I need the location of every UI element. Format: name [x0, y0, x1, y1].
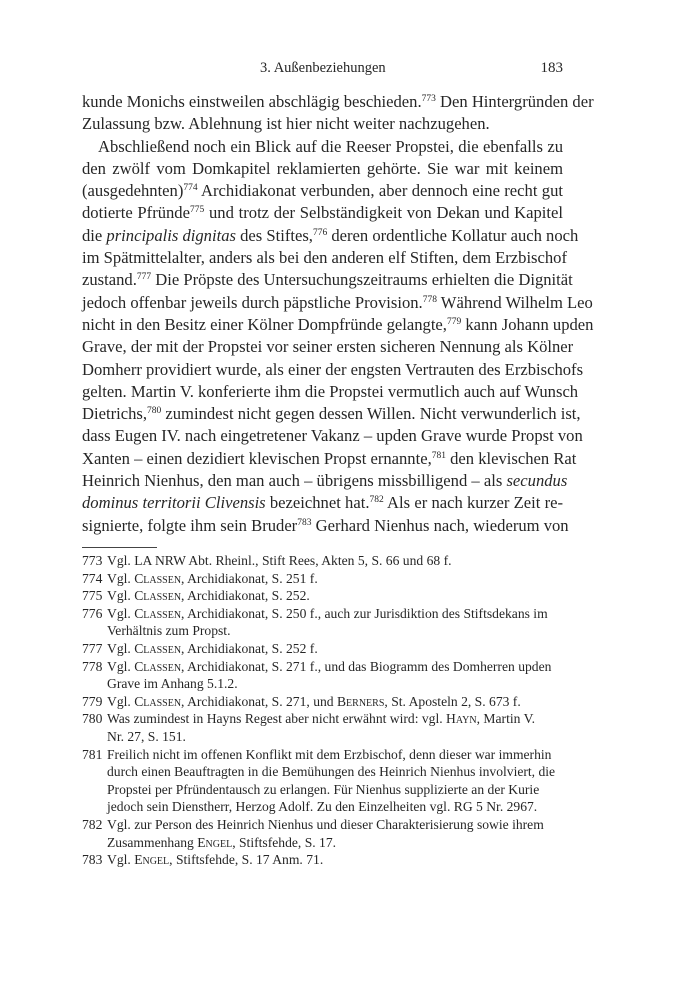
footnote-reference: 773	[421, 94, 436, 104]
text-run: Nr. 27, S. 151.	[107, 728, 186, 744]
text-run: jedoch offenbar jeweils durch päpstliche Provision.	[82, 292, 423, 312]
footnote	[82, 816, 563, 851]
footnote-line	[107, 622, 563, 640]
text-run: Archidiakonat verbunden, aber dennoch eine recht gut	[197, 181, 563, 201]
footnote-number: 777	[82, 640, 103, 656]
text-line	[82, 425, 583, 447]
text-run: zustand.	[82, 270, 137, 290]
italic-text: secundus	[506, 471, 568, 491]
footnote-separator-rule	[82, 547, 157, 548]
footnote-line	[107, 675, 563, 693]
text-line	[82, 180, 563, 202]
italic-text: principalis dignitas	[106, 225, 236, 245]
author-name: Engel	[197, 834, 233, 850]
footnote	[82, 552, 563, 570]
text-run: Propstei per Pfründentausch zu erlangen. Für Nienhus supplizierte an der Kurie	[107, 781, 540, 797]
text-line	[82, 202, 563, 224]
text-run: deren ordentliche Kollatur auch noch	[327, 225, 579, 245]
text-run: Zusammenhang	[107, 834, 198, 850]
footnote-line	[107, 587, 563, 605]
running-head	[82, 60, 563, 80]
text-line	[82, 247, 568, 269]
footnote-line	[107, 710, 563, 728]
text-run: , Stiftsfehde, S. 17 Anm. 71.	[169, 852, 324, 868]
text-run: und trotz der Selbständigkeit von Dekan und Kapitel	[204, 203, 564, 223]
text-run: jedoch sein Dienstherr, Herzog Adolf. Zu den Einzelheiten vgl. RG 5 Nr. 2967.	[107, 799, 538, 815]
footnote	[82, 587, 563, 605]
footnote-line	[107, 552, 563, 570]
text-line	[82, 403, 581, 425]
author-name: Hayn	[446, 711, 477, 727]
footnote-number: 775	[82, 588, 103, 604]
footnote-number: 778	[82, 658, 103, 674]
text-line	[82, 292, 593, 314]
text-run: Den Hintergründen der	[435, 92, 594, 111]
text-run: (ausgedehnten)	[82, 181, 184, 201]
text-run: Als er nach kurzer Zeit re-	[383, 493, 563, 513]
text-line	[82, 91, 594, 113]
text-line	[82, 470, 568, 492]
text-run: Xanten – einen dezidiert klevischen Propst ernannte,	[82, 448, 432, 468]
text-run: , Archidiakonat, S. 250 f., auch zur Jurisdiktion des Stiftsdekans im	[181, 605, 548, 621]
footnote-reference: 780	[146, 406, 162, 417]
text-run: durch einen Beauftragten in die Bemühungen des Heinrich Nienhus involviert, die	[107, 764, 556, 780]
footnote-number: 776	[82, 605, 103, 621]
footnote-line	[107, 746, 563, 764]
author-name: Classen	[134, 693, 182, 709]
footnote-reference: 782	[369, 495, 384, 506]
text-run: Heinrich Nienhus, den man auch – übrigens missbilligend – als	[82, 471, 507, 491]
footnotes	[82, 552, 563, 869]
text-run: kann Johann upden	[461, 314, 594, 334]
text-run: Was zumindest in Hayns Regest aber nicht erwähnt wird: vgl.	[107, 711, 447, 727]
footnote-number: 781	[82, 746, 103, 762]
text-run: , Archidiakonat, S. 251 f.	[181, 570, 318, 586]
footnote-line	[107, 658, 563, 676]
text-run: Dietrichs,	[82, 404, 147, 424]
footnote-line	[107, 728, 563, 746]
running-title: 3. Außenbeziehungen	[260, 60, 386, 76]
text-run: Zulassung bzw. Ablehnung ist hier nicht weiter nachzugehen.	[82, 114, 490, 134]
text-run: des Stiftes,	[235, 225, 313, 245]
text-run: Vgl. LA NRW Abt. Rheinl., Stift Rees, Akten 5, S. 66 und 68 f.	[107, 553, 452, 568]
footnote-reference: 775	[189, 205, 205, 216]
text-run: gelten. Martin V. konferierte ihm die Propstei vermutlich auch auf Wunsch	[82, 381, 579, 401]
text-line	[82, 448, 577, 470]
text-line	[82, 515, 569, 537]
author-name: Berners	[336, 693, 385, 709]
text-run: , Archidiakonat, S. 271 f., und das Biogramm des Domherren upden	[181, 658, 552, 674]
footnote-line	[107, 605, 563, 623]
text-run: signierte, folgte ihm sein Bruder	[82, 515, 298, 535]
text-line	[82, 158, 563, 180]
text-line	[82, 113, 563, 135]
text-run: den klevischen Rat	[445, 448, 577, 468]
text-run: Während Wilhelm Leo	[436, 292, 593, 312]
footnote-reference: 781	[431, 450, 446, 461]
page-number: 183	[540, 60, 563, 76]
footnote-line	[107, 693, 563, 711]
text-line	[82, 492, 563, 514]
footnote-reference: 774	[183, 183, 198, 194]
author-name: Engel	[134, 852, 170, 868]
author-name: Classen	[134, 570, 182, 586]
text-run: Domherr providiert wurde, als einer der engsten Vertrauten des Erzbischofs	[82, 359, 584, 379]
footnote-reference: 777	[136, 272, 152, 283]
footnote	[82, 693, 563, 711]
text-run: die	[82, 225, 107, 245]
text-run: , Martin V.	[476, 711, 536, 727]
text-run: nicht in den Besitz einer Kölner Dompfründe gelangte,	[82, 314, 447, 334]
footnote	[82, 640, 563, 658]
text-run: Gerhard Nienhus nach, wiederum von	[311, 515, 569, 535]
footnote-number: 779	[82, 693, 103, 709]
footnote-line	[107, 798, 563, 816]
text-line	[82, 336, 574, 358]
text-run: Die Pröpste des Untersuchungszeitraums erhielten die Dignität	[151, 270, 573, 290]
footnote-reference: 776	[312, 227, 328, 238]
footnote	[82, 605, 563, 640]
footnote-line	[107, 851, 563, 869]
text-run: , Archidiakonat, S. 252.	[181, 588, 310, 604]
footnote-reference: 783	[297, 517, 312, 528]
footnote-reference: 778	[422, 294, 437, 305]
text-run: dotierte Pfründe	[82, 203, 190, 223]
footnote-number: 782	[82, 816, 103, 832]
text-run: Vgl.	[107, 588, 135, 604]
text-line	[82, 269, 573, 291]
text-run: Verhältnis zum Propst.	[107, 623, 231, 639]
text-run: Abschließend noch ein Blick auf die Reeser Propstei, die ebenfalls zu	[98, 136, 563, 156]
footnote-line	[107, 640, 563, 658]
text-run: Freilich nicht im offenen Konflikt mit dem Erzbischof, denn dieser war immerhin	[107, 746, 552, 762]
footnote-number: 774	[82, 570, 103, 586]
text-run: , Archidiakonat, S. 271, und	[181, 693, 337, 709]
text-run: , Stiftsfehde, S. 17.	[232, 834, 337, 850]
text-run: , Archidiakonat, S. 252 f.	[181, 640, 318, 656]
footnote-line	[107, 570, 563, 588]
text-run: im Spätmittelalter, anders als bei den anderen elf Stiften, dem Erzbischof	[82, 248, 568, 268]
footnote-line	[107, 834, 563, 852]
italic-text: dominus territorii Clivensis	[82, 493, 266, 513]
text-run: Vgl.	[107, 640, 135, 656]
text-run: Vgl. zur Person des Heinrich Nienhus und dieser Charakterisierung sowie ihrem	[107, 816, 544, 832]
author-name: Classen	[134, 640, 182, 656]
text-run: zumindest nicht gegen dessen Willen. Nicht verwunderlich ist,	[161, 404, 581, 424]
text-run: den zwölf vom Domkapitel reklamierten gehörte. Sie war mit keinem	[82, 158, 563, 178]
footnote-number: 773	[82, 553, 103, 568]
author-name: Classen	[134, 588, 182, 604]
text-run: dass Eugen IV. nach eingetretener Vakanz – upden Grave wurde Propst von	[82, 426, 583, 446]
text-line	[82, 359, 584, 381]
footnote	[82, 746, 563, 816]
author-name: Classen	[134, 658, 182, 674]
footnote-reference: 779	[446, 316, 462, 327]
text-run: Vgl.	[107, 852, 135, 868]
text-line	[82, 381, 579, 403]
text-run: Grave im Anhang 5.1.2.	[107, 676, 238, 692]
text-line	[82, 314, 594, 336]
footnote	[82, 570, 563, 588]
text-run: kunde Monichs einstweilen abschlägig beschieden.	[82, 92, 422, 111]
text-run: Vgl.	[107, 605, 135, 621]
author-name: Classen	[134, 605, 182, 621]
footnote-number: 780	[82, 711, 103, 727]
text-line	[82, 136, 563, 158]
text-run: bezeichnet hat.	[265, 493, 370, 513]
footnote-line	[107, 763, 563, 781]
footnote-line	[107, 781, 563, 799]
text-run: , St. Aposteln 2, S. 673 f.	[384, 693, 521, 709]
footnote-line	[107, 816, 563, 834]
text-run: Vgl.	[107, 693, 135, 709]
footnote	[82, 851, 563, 869]
footnote-number: 783	[82, 852, 103, 868]
text-run: Grave, der mit der Propstei vor seiner ersten sicheren Nennung als Kölner	[82, 337, 574, 357]
body-text	[82, 91, 594, 537]
footnote	[82, 710, 563, 745]
text-line	[82, 225, 579, 247]
text-run: Vgl.	[107, 658, 135, 674]
text-run: Vgl.	[107, 570, 135, 586]
footnote	[82, 658, 563, 693]
